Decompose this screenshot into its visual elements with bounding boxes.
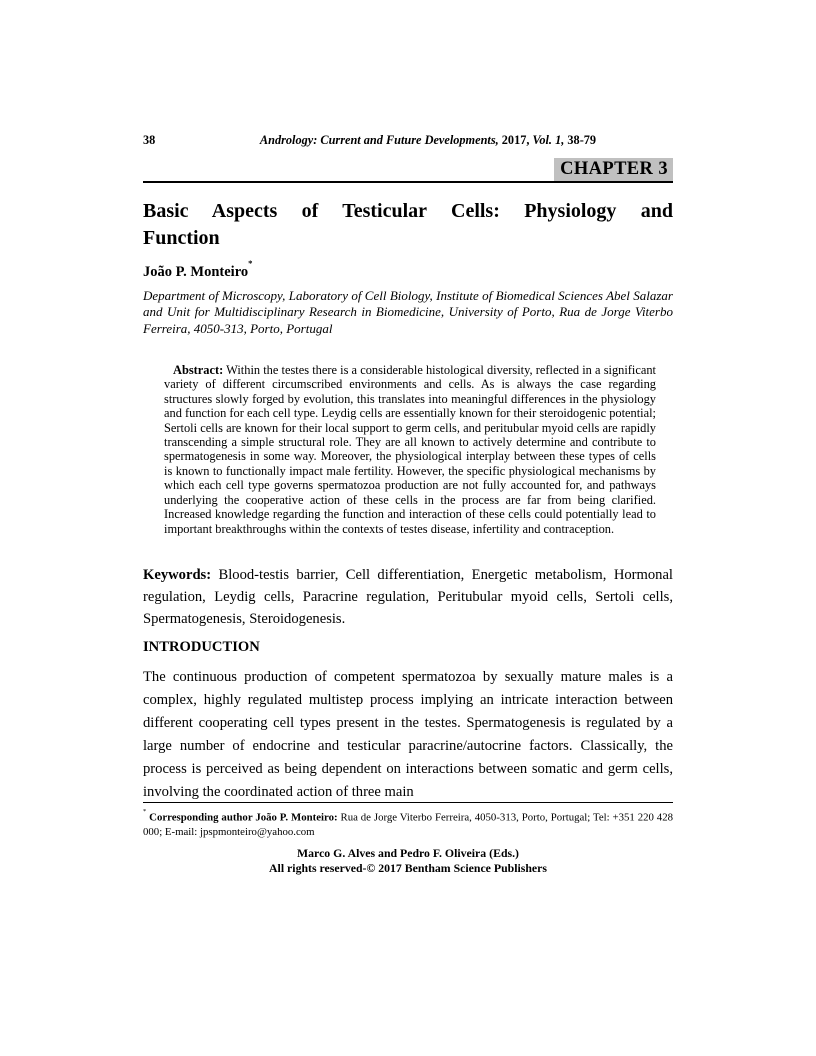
imprint-rights: All rights reserved-© 2017 Bentham Science Publishers bbox=[269, 860, 547, 875]
abstract-block bbox=[143, 363, 673, 536]
author-name: João P. Monteiro bbox=[143, 263, 249, 280]
page-number: 38 bbox=[143, 133, 156, 147]
imprint-editors: Marco G. Alves and Pedro F. Oliveira (Eds.) bbox=[297, 846, 519, 860]
keywords-text: Blood-testis barrier, Cell differentiation, Energetic metabolism, Hormonal regulation, Leydig cells, Paracrine regulation, Peritubular myoid cells, Sertoli cells, Spermatogenesis, Steroidogenesis. bbox=[143, 566, 673, 627]
chapter-banner bbox=[143, 158, 673, 183]
chapter-label: CHAPTER 3 bbox=[554, 158, 673, 181]
journal-volume: Vol. 1, bbox=[532, 133, 565, 147]
author-corresponding-mark: * bbox=[248, 258, 253, 269]
journal-year: 2017, bbox=[501, 133, 530, 147]
running-head-title bbox=[183, 133, 673, 147]
chapter-title-line2: Function bbox=[143, 226, 220, 249]
abstract-text: Within the testes there is a considerable histological diversity, reflected in a significant variety of different circumscribed environments and cells. As is always the case regarding structures slowly forged by evolution, this translates into meaningful differences in the physiology and function for each cell type. Leydig cells are essentially known for their steroidogenic potential; Sertoli cells are known for their local support to germ cells, and peritubular myoid cells are rapidly transcending a simple structural role. They are all known to actively determine and contribute to spermatogenesis in some way. Moreover, the physiological interplay between these types of cells is known to functionally impact male fertility. However, the specific physiological mechanisms by which each cell type governs spermatozoa production are not fully accounted for, and pathways underlying the cooperative action of these cells in the process are far from being clarified. Increased knowledge regarding the function and interaction of these cells could potentially lead to important breakthroughs within the contexts of testes disease, infertility and contraception. bbox=[164, 363, 656, 536]
chapter-title bbox=[143, 198, 673, 251]
author-line bbox=[143, 258, 673, 281]
author-affiliation: Department of Microscopy, Laboratory of Cell Biology, Institute of Biomedical Sciences Abel Salazar and Unit for Multidisciplinary Research in Biomedicine, University of Porto, Rua de Jorge Viterbo Ferreira, 4050-313, Porto, Portugal bbox=[143, 287, 673, 336]
abstract-label: Abstract: bbox=[173, 363, 224, 378]
page-content bbox=[143, 0, 673, 804]
footnote-area bbox=[143, 802, 673, 839]
introduction-paragraph: The continuous production of competent spermatozoa by sexually mature males is a complex, highly regulated multistep process implying an intricate interaction between different cooperating cell types present in the testes. Spermatogenesis is regulated by a large number of endocrine and testicular paracrine/autocrine factors. Classically, the process is perceived as being dependent on interactions between somatic and germ cells, involving the coordinated action of three main bbox=[143, 669, 673, 800]
keywords-block bbox=[143, 565, 673, 630]
section-heading-introduction: INTRODUCTION bbox=[143, 639, 260, 656]
imprint-footer bbox=[0, 846, 816, 875]
footnote-text: Rua de Jorge Viterbo Ferreira, 4050-313, Porto, Portugal; Tel: +351 220 428 000; E-mail: jpspmonteiro@yahoo.com bbox=[143, 811, 673, 838]
journal-pages: 38-79 bbox=[567, 133, 597, 147]
footnote-label: Corresponding author João P. Monteiro: bbox=[149, 811, 338, 824]
journal-title: Andrology: Current and Future Developments, bbox=[259, 133, 499, 147]
chapter-title-line1: Basic Aspects of Testicular Cells: Physiology and bbox=[143, 200, 673, 222]
keywords-label: Keywords: bbox=[143, 566, 212, 583]
footnote-mark: * bbox=[143, 808, 147, 816]
running-header bbox=[143, 133, 673, 147]
